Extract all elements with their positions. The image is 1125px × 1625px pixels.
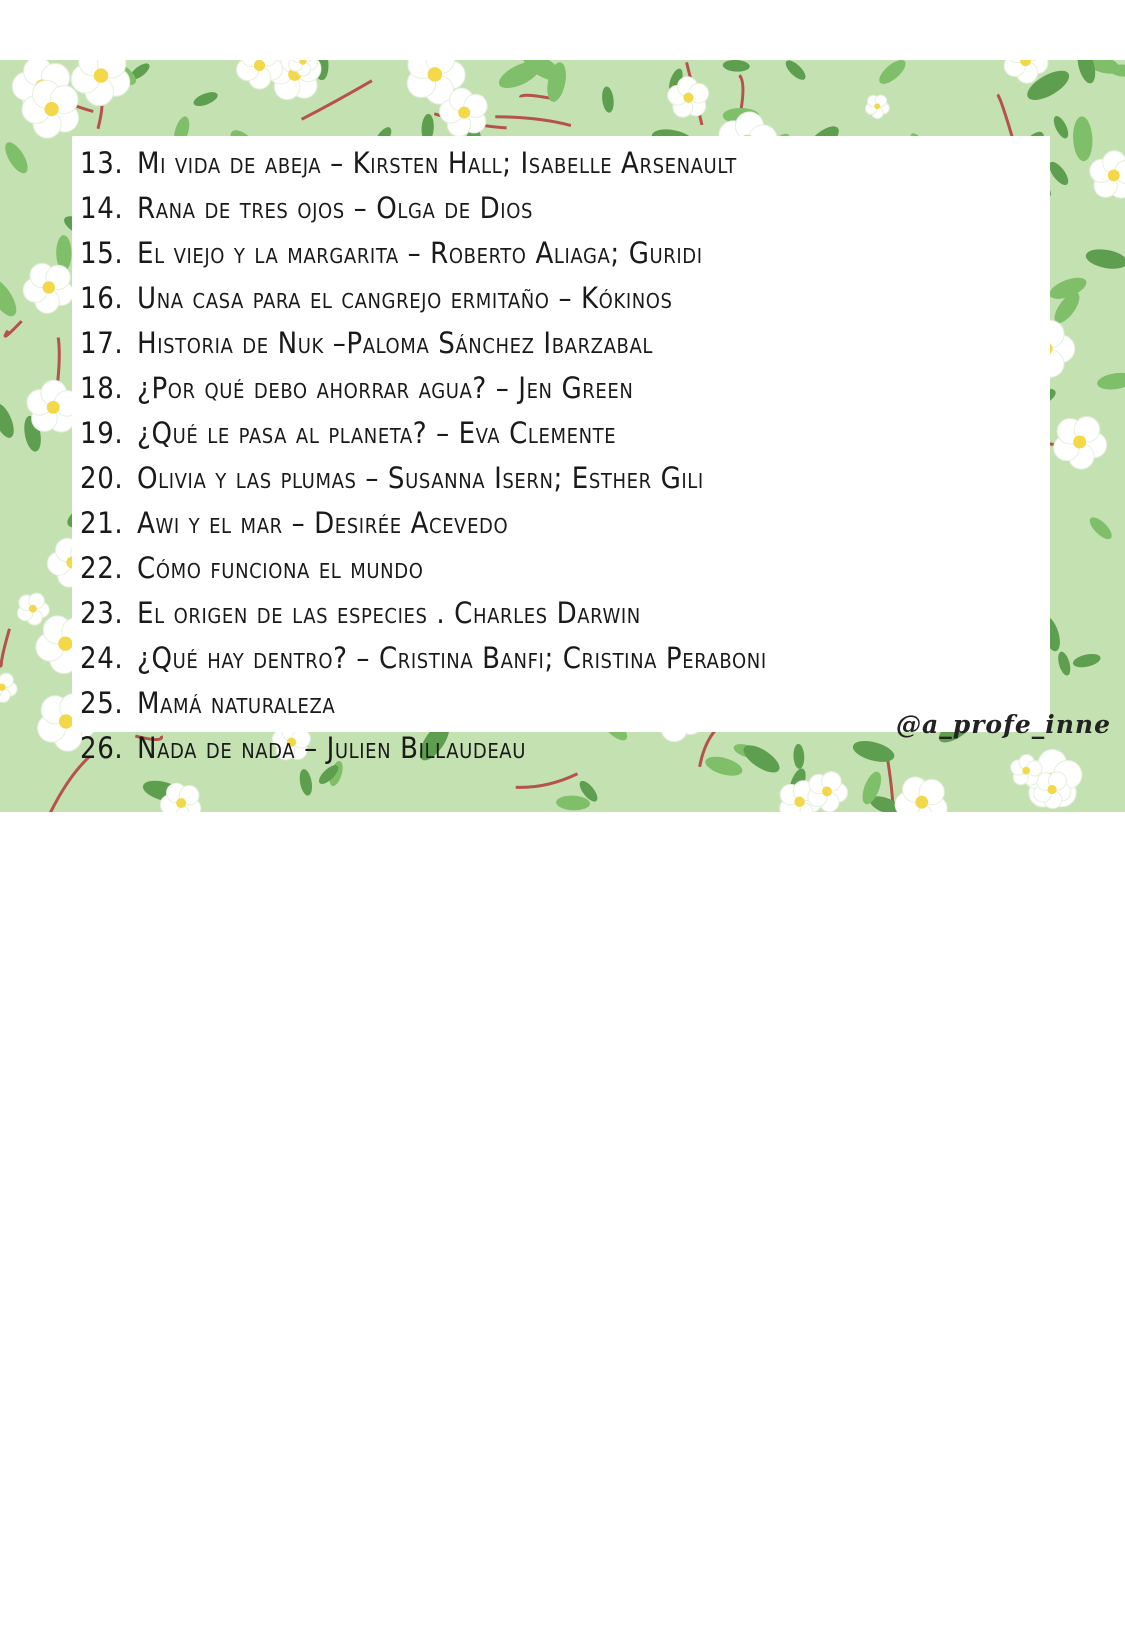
- list-item-number: 24.: [80, 640, 124, 675]
- list-item-title: Rana de tres ojos – Olga de Dios: [137, 190, 533, 225]
- leaf-decoration: [783, 60, 809, 83]
- blossom-decoration: [23, 263, 73, 313]
- branch-decoration: [998, 95, 1013, 139]
- list-item-number: 14.: [80, 190, 124, 225]
- leaf-decoration: [875, 60, 909, 88]
- list-item-number: 19.: [80, 415, 124, 450]
- branch-decoration: [1, 629, 9, 667]
- list-item-number: 17.: [80, 325, 124, 360]
- leaf-decoration: [851, 737, 897, 766]
- list-item-title: Cómo funciona el mundo: [137, 550, 424, 585]
- list-item: [80, 545, 767, 590]
- list-item-number: 21.: [80, 505, 124, 540]
- list-item-title: Mi vida de abeja – Kirsten Hall; Isabelle Arsenault: [137, 145, 737, 180]
- leaf-decoration: [556, 795, 591, 811]
- blossom-decoration: [17, 593, 49, 625]
- list-item: [80, 275, 767, 320]
- list-item: [80, 320, 767, 365]
- list-item-title: Mamá naturaleza: [137, 685, 336, 720]
- blossom-decoration: [71, 60, 130, 106]
- list-item-title: ¿Qué le pasa al planeta? – Eva Clemente: [137, 415, 617, 450]
- leaf-decoration: [0, 401, 18, 441]
- list-item: [80, 185, 767, 230]
- list-item: [80, 725, 767, 770]
- list-item: [80, 455, 767, 500]
- branch-decoration: [495, 117, 571, 126]
- book-list-card: [72, 136, 1050, 765]
- leaf-decoration: [1084, 246, 1125, 271]
- leaf-decoration: [192, 89, 220, 109]
- leaf-decoration: [1096, 371, 1125, 392]
- list-item-title: Historia de Nuk –Paloma Sánchez Ibarzabal: [137, 325, 653, 360]
- list-item-title: Una casa para el cangrejo ermitaño – Kókinos: [137, 280, 673, 315]
- list-item: [80, 230, 767, 275]
- list-item-number: 20.: [80, 460, 124, 495]
- branch-decoration: [516, 774, 578, 788]
- blossom-decoration: [895, 777, 947, 812]
- list-item-title: El origen de las especies . Charles Darwin: [137, 595, 641, 630]
- list-item-number: 25.: [80, 685, 124, 720]
- leaf-decoration: [298, 768, 314, 796]
- list-item-number: 15.: [80, 235, 124, 270]
- branch-decoration: [5, 321, 22, 336]
- list-item-number: 18.: [80, 370, 124, 405]
- leaf-decoration: [601, 86, 615, 113]
- blossom-decoration: [1011, 755, 1042, 786]
- list-item-title: ¿Por qué debo ahorrar agua? – Jen Green: [137, 370, 634, 405]
- list-item-number: 16.: [80, 280, 124, 315]
- list-item: [80, 500, 767, 545]
- blossom-decoration: [1054, 417, 1107, 469]
- blossom-decoration: [808, 772, 848, 812]
- blossom-decoration: [1090, 151, 1125, 198]
- leaf-decoration: [1056, 650, 1073, 677]
- list-item: [80, 365, 767, 410]
- list-item: [80, 410, 767, 455]
- leaf-decoration: [1086, 514, 1115, 543]
- list-item: [80, 140, 767, 185]
- author-watermark: @a_profe_inne: [896, 710, 1111, 739]
- list-item: [80, 680, 767, 725]
- list-item-title: ¿Qué hay dentro? – Cristina Banfi; Cristina Peraboni: [137, 640, 767, 675]
- list-item-number: 23.: [80, 595, 124, 630]
- leaf-decoration: [1072, 116, 1093, 162]
- leaf-decoration: [0, 274, 22, 320]
- leaf-decoration: [1051, 114, 1071, 141]
- list-item-number: 22.: [80, 550, 124, 585]
- blossom-decoration: [865, 95, 889, 118]
- leaf-decoration: [722, 60, 750, 72]
- list-item-title: El viejo y la margarita – Roberto Aliaga; Guridi: [137, 235, 703, 270]
- list-item-title: Awi y el mar – Desirée Acevedo: [137, 505, 509, 540]
- list-item-title: Olivia y las plumas – Susanna Isern; Esther Gili: [137, 460, 704, 495]
- book-list: [80, 140, 767, 770]
- list-item: [80, 635, 767, 680]
- leaf-decoration: [1, 139, 32, 177]
- list-item-number: 26.: [80, 730, 124, 765]
- list-item-number: 13.: [80, 145, 124, 180]
- floral-banner: [0, 60, 1125, 812]
- blossom-decoration: [0, 673, 17, 702]
- leaf-decoration: [1072, 652, 1102, 670]
- leaf-decoration: [793, 744, 805, 770]
- list-item: [80, 590, 767, 635]
- list-item-title: Nada de nada – Julien Billaudeau: [137, 730, 526, 765]
